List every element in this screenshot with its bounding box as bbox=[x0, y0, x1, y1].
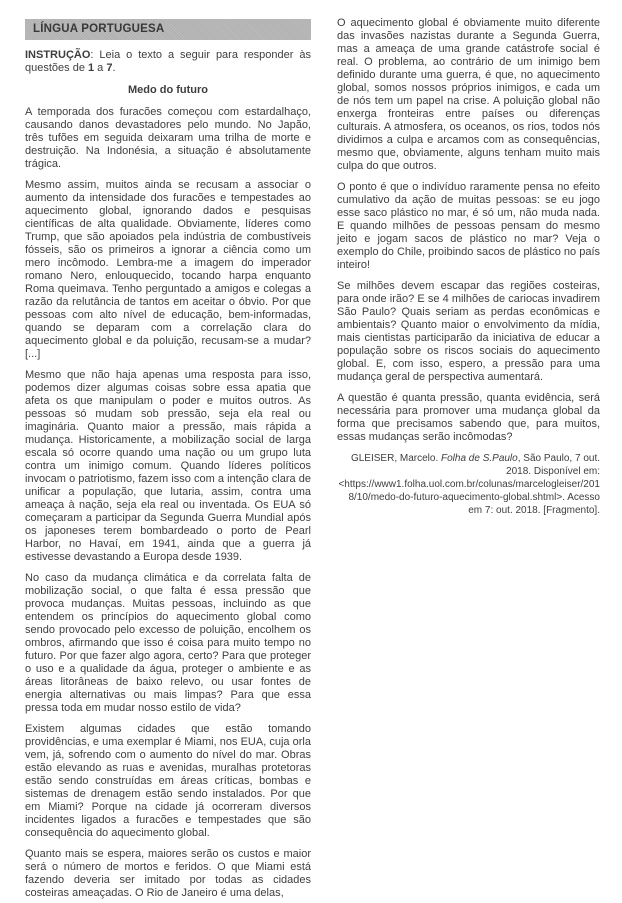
left-column bbox=[25, 19, 311, 903]
instruction-label: INSTRUÇÃO bbox=[25, 49, 91, 61]
article-paragraph: No caso da mudança climática e da correlata falta de mobilização social, o que falta é essa pressão que provoca mudanças. Muitas pessoas, incluindo as que entendem os princípios do aquecimento global como sendo provocado pelo excesso de poluição, encolhem os ombros, afirmando que isso é coisa para muito tempo no futuro. Por que fazer algo agora, certo? Para que proteger o uso e a qualidade da água, proteger o ambiente e as áreas litorâneas de baixo relevo, ou usar fontes de energia alternativas ou mais limpas? Para que essa pressa toda em mudar nosso estilo de vida? bbox=[25, 572, 311, 714]
article-paragraph: Existem algumas cidades que estão tomando providências, e uma exemplar é Miami, nos EUA, cuja orla vem, já, sofrendo com o aumento do nível do mar. Obras estão elevando as ruas e avenidas, muralhas protetoras estão sendo construídas em áreas críticas, bombas e sistemas de drenagem estão sendo instalados. Por que em Miami? Porque na cidade já ocorreram diversos incidentes ligados a furacões e tempestades que são consequência do aquecimento global. bbox=[25, 723, 311, 839]
instruction-range-start: 1 bbox=[88, 62, 95, 74]
section-header-bar bbox=[25, 19, 311, 40]
instruction-text bbox=[25, 49, 311, 75]
right-column bbox=[337, 17, 600, 517]
citation-publication: Folha de S.Paulo bbox=[441, 453, 518, 464]
citation-details: , São Paulo, 7 out. 2018. Disponível em: <https://www1.folha.uol.com.br/colunas/marcelogleiser/2018/10/medo-do-futuro-aquecimento-global.shtml>. Acesso em 7: out. 2018. [Fragmento]. bbox=[338, 453, 600, 516]
article-paragraph: O aquecimento global é obviamente muito diferente das invasões nazistas durante a Segunda Guerra, mas a ameaça de uma grande catástrofe social é real. O problema, ao contrário de um inimigo bem definido durante uma guerra, é que, no aquecimento global, somos nossos próprios inimigos, e cada um de nós tem um papel na crise. A poluição global não enxerga fronteiras entre países ou diferenças culturais. A atmosfera, os oceanos, os rios, todos nós dividimos a culpa e arcamos com as consequências, mesmo que, obviamente, alguns tenham muito mais culpa do que outros. bbox=[337, 17, 600, 172]
article-title: Medo do futuro bbox=[127, 84, 209, 96]
source-citation bbox=[337, 452, 600, 517]
instruction-range-connector: a bbox=[94, 62, 107, 74]
instruction-range-end: 7 bbox=[106, 62, 113, 74]
article-paragraph: A questão é quanta pressão, quanta evidência, será necessária para promover uma mudança global da forma que precisamos sabendo que, para muitos, essas mudanças serão incômodas? bbox=[337, 392, 600, 443]
instruction-period: . bbox=[112, 62, 116, 74]
section-header-label: LÍNGUA PORTUGUESA bbox=[33, 23, 165, 35]
article-paragraph: Mesmo assim, muitos ainda se recusam a associar o aumento da intensidade dos furacões e tempestades ao aquecimento global, ignorando dados e pesquisas científicas de alta qualidade. Obviamente, líderes como Trump, que são apoiados pela indústria de combustíveis fósseis, são os primeiros a ignorar a ciência como um mero incômodo. Lembra-me a imagem do imperador romano Nero, enlouquecido, tocando harpa enquanto Roma queimava. Tenho perguntado a amigos e colegas a razão da relutância de tantos em aceitar o óbvio. Por que pessoas com alto nível de educação, bem-informadas, quando se deparam com a correlação clara do aquecimento global e da poluição, recusam-se a mudar? [...] bbox=[25, 179, 311, 360]
article-paragraph: O ponto é que o indivíduo raramente pensa no efeito cumulativo da ação de muitas pessoas: se eu jogo esse saco plástico no mar, é só um, não muda nada. E quando milhões de pessoas pensam do mesmo jeito e jogam sacos de plástico no mar? Veja o exemplo do Chile, proibindo sacos de plástico no país inteiro! bbox=[337, 181, 600, 271]
article-paragraph: Mesmo que não haja apenas uma resposta para isso, podemos dizer algumas coisas sobre essa apatia que afeta os que manipulam o poder e muitos outros. As pessoas só mudam sob pressão, seja ela real ou imaginária. Quanto maior a pressão, mais rápida a mudança. Historicamente, a mobilização social de larga escala só ocorre quando uma nação ou um grupo luta contra um inimigo comum. Quando líderes políticos invocam o patriotismo, fazem isso com a intenção clara de unificar a população, que lutaria, assim, contra uma ameaça à nação, seja ela real ou inventada. Os EUA só começaram a participar da Segunda Guerra Mundial após os japoneses terem bombardeado o porto de Pearl Harbor, no Havaí, em 1941, ainda que a guerra já estivesse devastando a Europa desde 1939. bbox=[25, 369, 311, 563]
instruction-lead: : Leia o texto a seguir para responder às questões de bbox=[25, 49, 311, 74]
citation-author: GLEISER, Marcelo. bbox=[350, 453, 441, 464]
article-paragraph: Se milhões devem escapar das regiões costeiras, para onde irão? E se 4 milhões de cariocas invadirem São Paulo? Quais seriam as perdas econômicas e ambientais? Quanto maior o envolvimento da mídia, mais cientistas participarão da iniciativa de educar a população sobre os riscos sociais do aquecimento global. E, com isso, espero, a pressão para uma mudança geral de perspectiva aumentará. bbox=[337, 280, 600, 383]
article-paragraph: A temporada dos furacões começou com estardalhaço, causando danos devastadores pelo mundo. No Japão, três tufões em seguida deixaram uma trilha de morte e destruição. Na Indonésia, a situação é absolutamente trágica. bbox=[25, 106, 311, 170]
article-paragraph: Quanto mais se espera, maiores serão os custos e maior será o número de mortos e feridos. O que Miami está fazendo deveria ser imitado por todas as cidades costeiras ameaçadas. O Rio de Janeiro é uma delas, bbox=[25, 848, 311, 899]
